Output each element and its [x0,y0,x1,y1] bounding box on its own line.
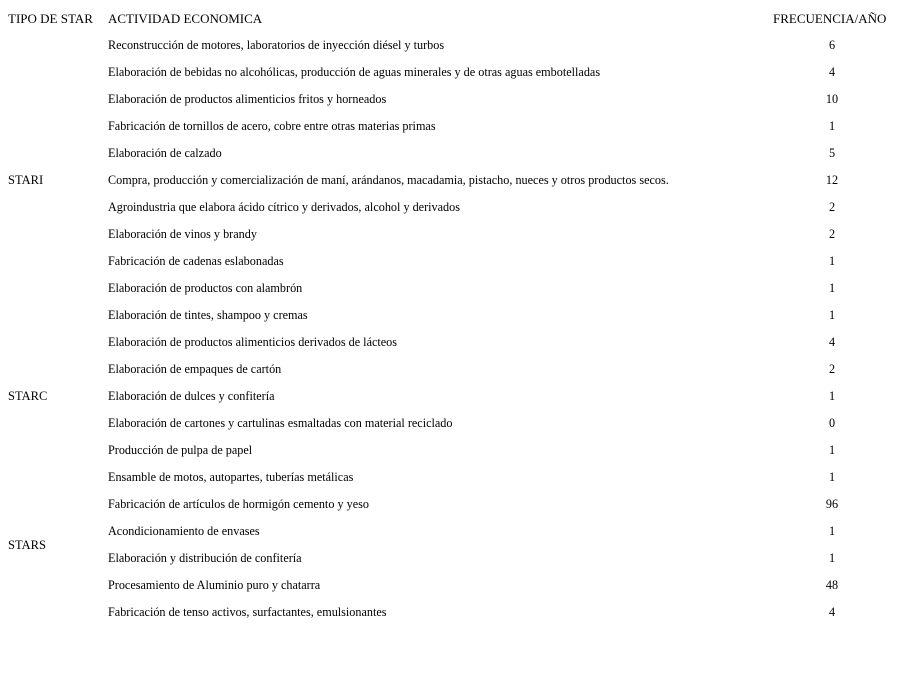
table-row [0,248,899,275]
activity-cell: Elaboración de vinos y brandy [108,227,257,241]
table-row [0,167,899,194]
frequency-cell: 4 [828,335,836,349]
table-row [0,329,899,356]
table-row [0,572,899,599]
activity-cell: Elaboración de empaques de cartón [108,362,282,376]
activity-cell: Elaboración de tintes, shampoo y cremas [108,308,308,322]
table-row [0,194,899,221]
group-label-stari: STARI [8,173,44,187]
frequency-cell: 48 [825,578,839,592]
table-row [0,302,899,329]
activity-cell: Elaboración de cartones y cartulinas esmaltadas con material reciclado [108,416,453,430]
frequency-cell: 4 [828,605,836,619]
activity-cell: Fabricación de tenso activos, surfactantes, emulsionantes [108,605,387,619]
frequency-cell: 1 [828,524,836,538]
activity-cell: Procesamiento de Aluminio puro y chatarra [108,578,321,592]
activity-cell: Elaboración de dulces y confitería [108,389,275,403]
table-row [0,275,899,302]
table-body [0,32,899,626]
activity-cell: Acondicionamiento de envases [108,524,260,538]
table-row [0,221,899,248]
frequency-cell: 4 [828,65,836,79]
frequency-cell: 1 [828,470,836,484]
table-row [0,356,899,383]
frequency-cell: 1 [828,308,836,322]
activity-cell: Producción de pulpa de papel [108,443,253,457]
group-label-starc: STARC [8,389,48,403]
activity-cell: Compra, producción y comercialización de maní, arándanos, macadamia, pistacho, nueces y otros productos secos. [108,173,669,187]
table-row [0,518,899,545]
activity-cell: Elaboración y distribución de confitería [108,551,302,565]
activity-cell: Elaboración de productos con alambrón [108,281,303,295]
frequency-cell: 12 [825,173,839,187]
table-row [0,491,899,518]
frequency-cell: 6 [828,38,836,52]
frequency-cell: 1 [828,443,836,457]
frequency-cell: 0 [828,416,836,430]
activity-cell: Elaboración de productos alimenticios fritos y horneados [108,92,387,106]
table-row [0,383,899,410]
group-label-stars: STARS [8,537,46,552]
activity-cell: Fabricación de artículos de hormigón cemento y yeso [108,497,369,511]
table-row [0,113,899,140]
frequency-cell: 2 [828,227,836,241]
activity-cell: Reconstrucción de motores, laboratorios de inyección diésel y turbos [108,38,445,52]
frequency-cell: 1 [828,281,836,295]
frequency-cell: 1 [828,551,836,565]
frequency-cell: 2 [828,362,836,376]
table-row [0,59,899,86]
table-row [0,410,899,437]
frequency-cell: 2 [828,200,836,214]
activity-cell: Agroindustria que elabora ácido cítrico y derivados, alcohol y derivados [108,200,460,214]
frequency-cell: 10 [825,92,839,106]
frequency-cell: 1 [828,119,836,133]
header-frequency: FRECUENCIA/AÑO [773,11,887,26]
frequency-cell: 5 [828,146,836,160]
header-activity: ACTIVIDAD ECONOMICA [108,11,263,26]
frequency-cell: 96 [825,497,839,511]
table-row [0,32,899,59]
table-row [0,140,899,167]
table-row [0,545,899,572]
table-row [0,437,899,464]
frequency-cell: 1 [828,254,836,268]
activity-cell: Fabricación de cadenas eslabonadas [108,254,284,268]
activity-cell: Ensamble de motos, autopartes, tuberías metálicas [108,470,354,484]
table-row [0,464,899,491]
activity-cell: Elaboración de calzado [108,146,222,160]
activity-cell: Elaboración de productos alimenticios derivados de lácteos [108,335,398,349]
activity-cell: Fabricación de tornillos de acero, cobre entre otras materias primas [108,119,436,133]
frequency-cell: 1 [828,389,836,403]
table-row [0,86,899,113]
activity-cell: Elaboración de bebidas no alcohólicas, producción de aguas minerales y de otras aguas embotelladas [108,65,601,79]
header-type: TIPO DE STAR [8,11,93,26]
table-row [0,599,899,626]
